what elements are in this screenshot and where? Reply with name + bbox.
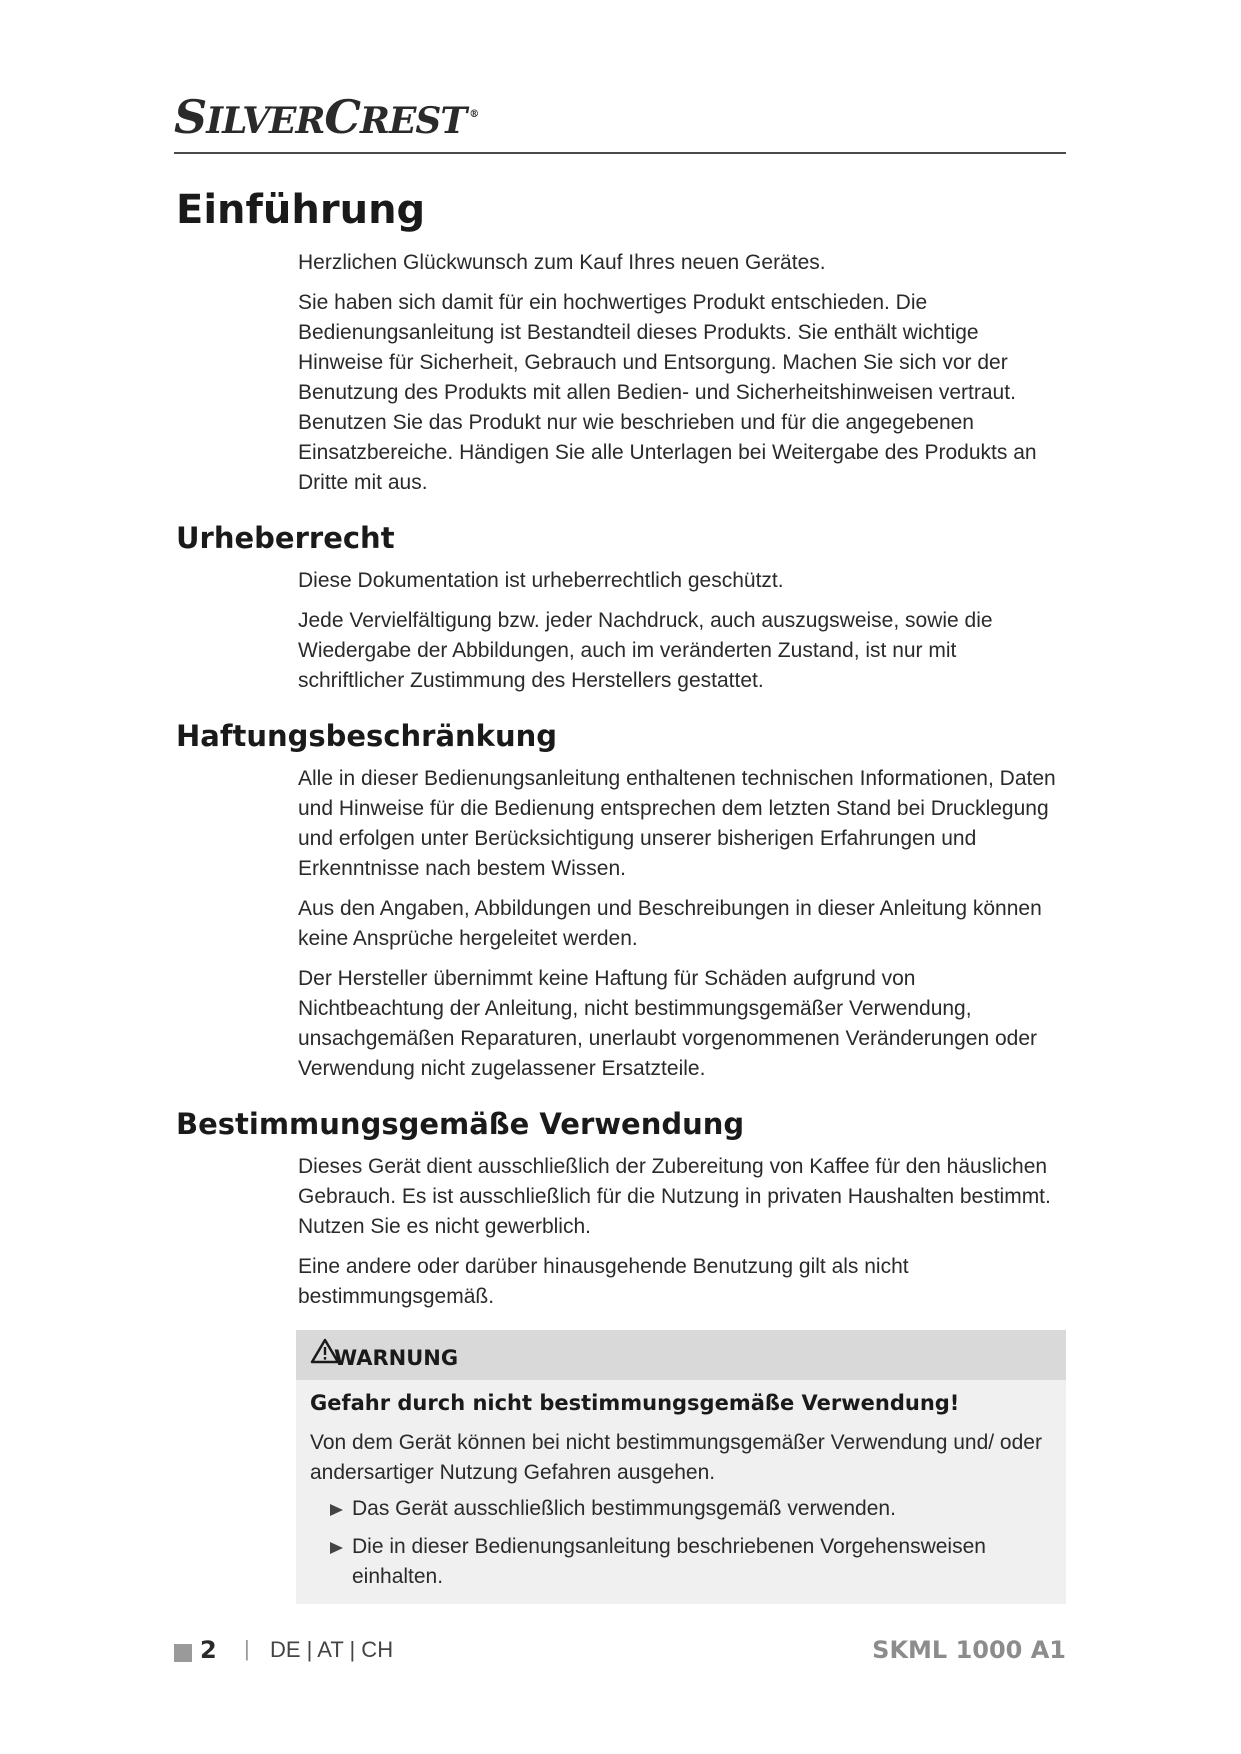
footer-model-number: SKML 1000 A1 — [872, 1636, 1066, 1664]
warning-box — [296, 1330, 1066, 1604]
paragraph: Herzlichen Glückwunsch zum Kauf Ihres neuen Gerätes. — [298, 251, 826, 274]
section-body-introduction — [298, 248, 1066, 498]
warning-subtitle: Gefahr durch nicht bestimmungsgemäße Verwendung! — [310, 1391, 960, 1415]
step-text: Das Gerät ausschließlich bestimmungsgemäß verwenden. — [352, 1497, 896, 1520]
paragraph: Diese Dokumentation ist urheberrechtlich geschützt. — [298, 569, 784, 592]
logo-text-ilver: ILVER — [206, 100, 325, 142]
silvercrest-logo — [174, 90, 478, 144]
page-number: 2 — [200, 1636, 217, 1664]
warning-label: WARNUNG — [334, 1346, 459, 1370]
warning-header — [296, 1330, 1066, 1380]
manual-page — [174, 0, 1066, 1754]
list-item — [330, 1494, 1052, 1524]
logo-letter-s: S — [174, 90, 207, 144]
footer-languages: DE | AT | CH — [270, 1637, 394, 1662]
section-body-intended-use — [298, 1152, 1066, 1312]
paragraph: Sie haben sich damit für ein hochwertiges Produkt entschieden. Die Bedienungsanleitung ist Bestandteil dieses Produkts. Sie enthält wichtige Hinweise für Sicherheit, Gebrauch und Entsorgung. Machen Sie sich vor der Benutzung des Produkts mit allen Bedien- und Sicherheitshinweisen vertraut. Benutzen Sie das Produkt nur wie beschrieben und für die angegebenen Einsatzbereiche. Händigen Sie alle Unterlagen bei Weitergabe des Produkts an Dritte mit aus. — [298, 291, 1037, 494]
paragraph: Der Hersteller übernimmt keine Haftung für Schäden aufgrund von Nichtbeachtung der Anleitung, nicht bestimmungsgemäßer Verwendung, unsachgemäßen Reparaturen, unerlaubt vorgenommenen Veränderungen oder Verwendung nicht zugelassener Ersatzteile. — [298, 967, 1037, 1080]
page-footer — [174, 1636, 1066, 1676]
section-title-liability: Haftungsbeschränkung — [176, 719, 558, 753]
paragraph: Alle in dieser Bedienungsanleitung enthaltenen technischen Informationen, Daten und Hinweise für die Bedienung entsprechen dem letzten Stand bei Drucklegung und erfolgen unter Berücksichtigung unserer bisherigen Erfahrungen und Erkenntnisse nach bestem Wissen. — [298, 767, 1056, 880]
warning-body — [296, 1380, 1066, 1604]
paragraph: Aus den Angaben, Abbildungen und Beschreibungen in dieser Anleitung können keine Ansprüche hergeleitet werden. — [298, 897, 1042, 950]
logo-text-rest: REST — [360, 100, 467, 142]
arrow-right-icon — [330, 1504, 343, 1516]
registered-mark: ® — [469, 108, 479, 120]
paragraph: Eine andere oder darüber hinausgehende Benutzung gilt als nicht bestimmungsgemäß. — [298, 1255, 909, 1308]
paragraph: Dieses Gerät dient ausschließlich der Zubereitung von Kaffee für den häuslichen Gebrauch. Es ist ausschließlich für die Nutzung in privaten Haushalten bestimmt. Nutzen Sie es nicht gewerblich. — [298, 1155, 1051, 1238]
paragraph: Jede Vervielfältigung bzw. jeder Nachdruck, auch auszugsweise, sowie die Wiedergabe der Abbildungen, auch im veränderten Zustand, ist nur mit schriftlicher Zustimmung des Herstellers gestattet. — [298, 609, 993, 692]
section-title-introduction: Einführung — [176, 187, 426, 233]
arrow-right-icon — [330, 1542, 343, 1554]
page-content — [174, 186, 1066, 1604]
footer-separator: | — [244, 1636, 250, 1661]
section-body-copyright — [298, 566, 1066, 696]
section-title-intended-use: Bestimmungsgemäße Verwendung — [176, 1107, 745, 1141]
warning-text: Von dem Gerät können bei nicht bestimmungsgemäßer Verwendung und/ oder andersartiger Nutzung Gefahren ausgehen. — [310, 1431, 1042, 1484]
step-text: Die in dieser Bedienungsanleitung beschriebenen Vorgehensweisen einhalten. — [352, 1535, 986, 1588]
warning-steps — [310, 1494, 1052, 1592]
list-item — [330, 1532, 1052, 1592]
page-marker-square-icon — [174, 1644, 192, 1662]
header-divider — [174, 152, 1066, 154]
section-title-copyright: Urheberrecht — [176, 521, 395, 555]
logo-letter-c: C — [324, 90, 361, 144]
section-body-liability — [298, 764, 1066, 1084]
